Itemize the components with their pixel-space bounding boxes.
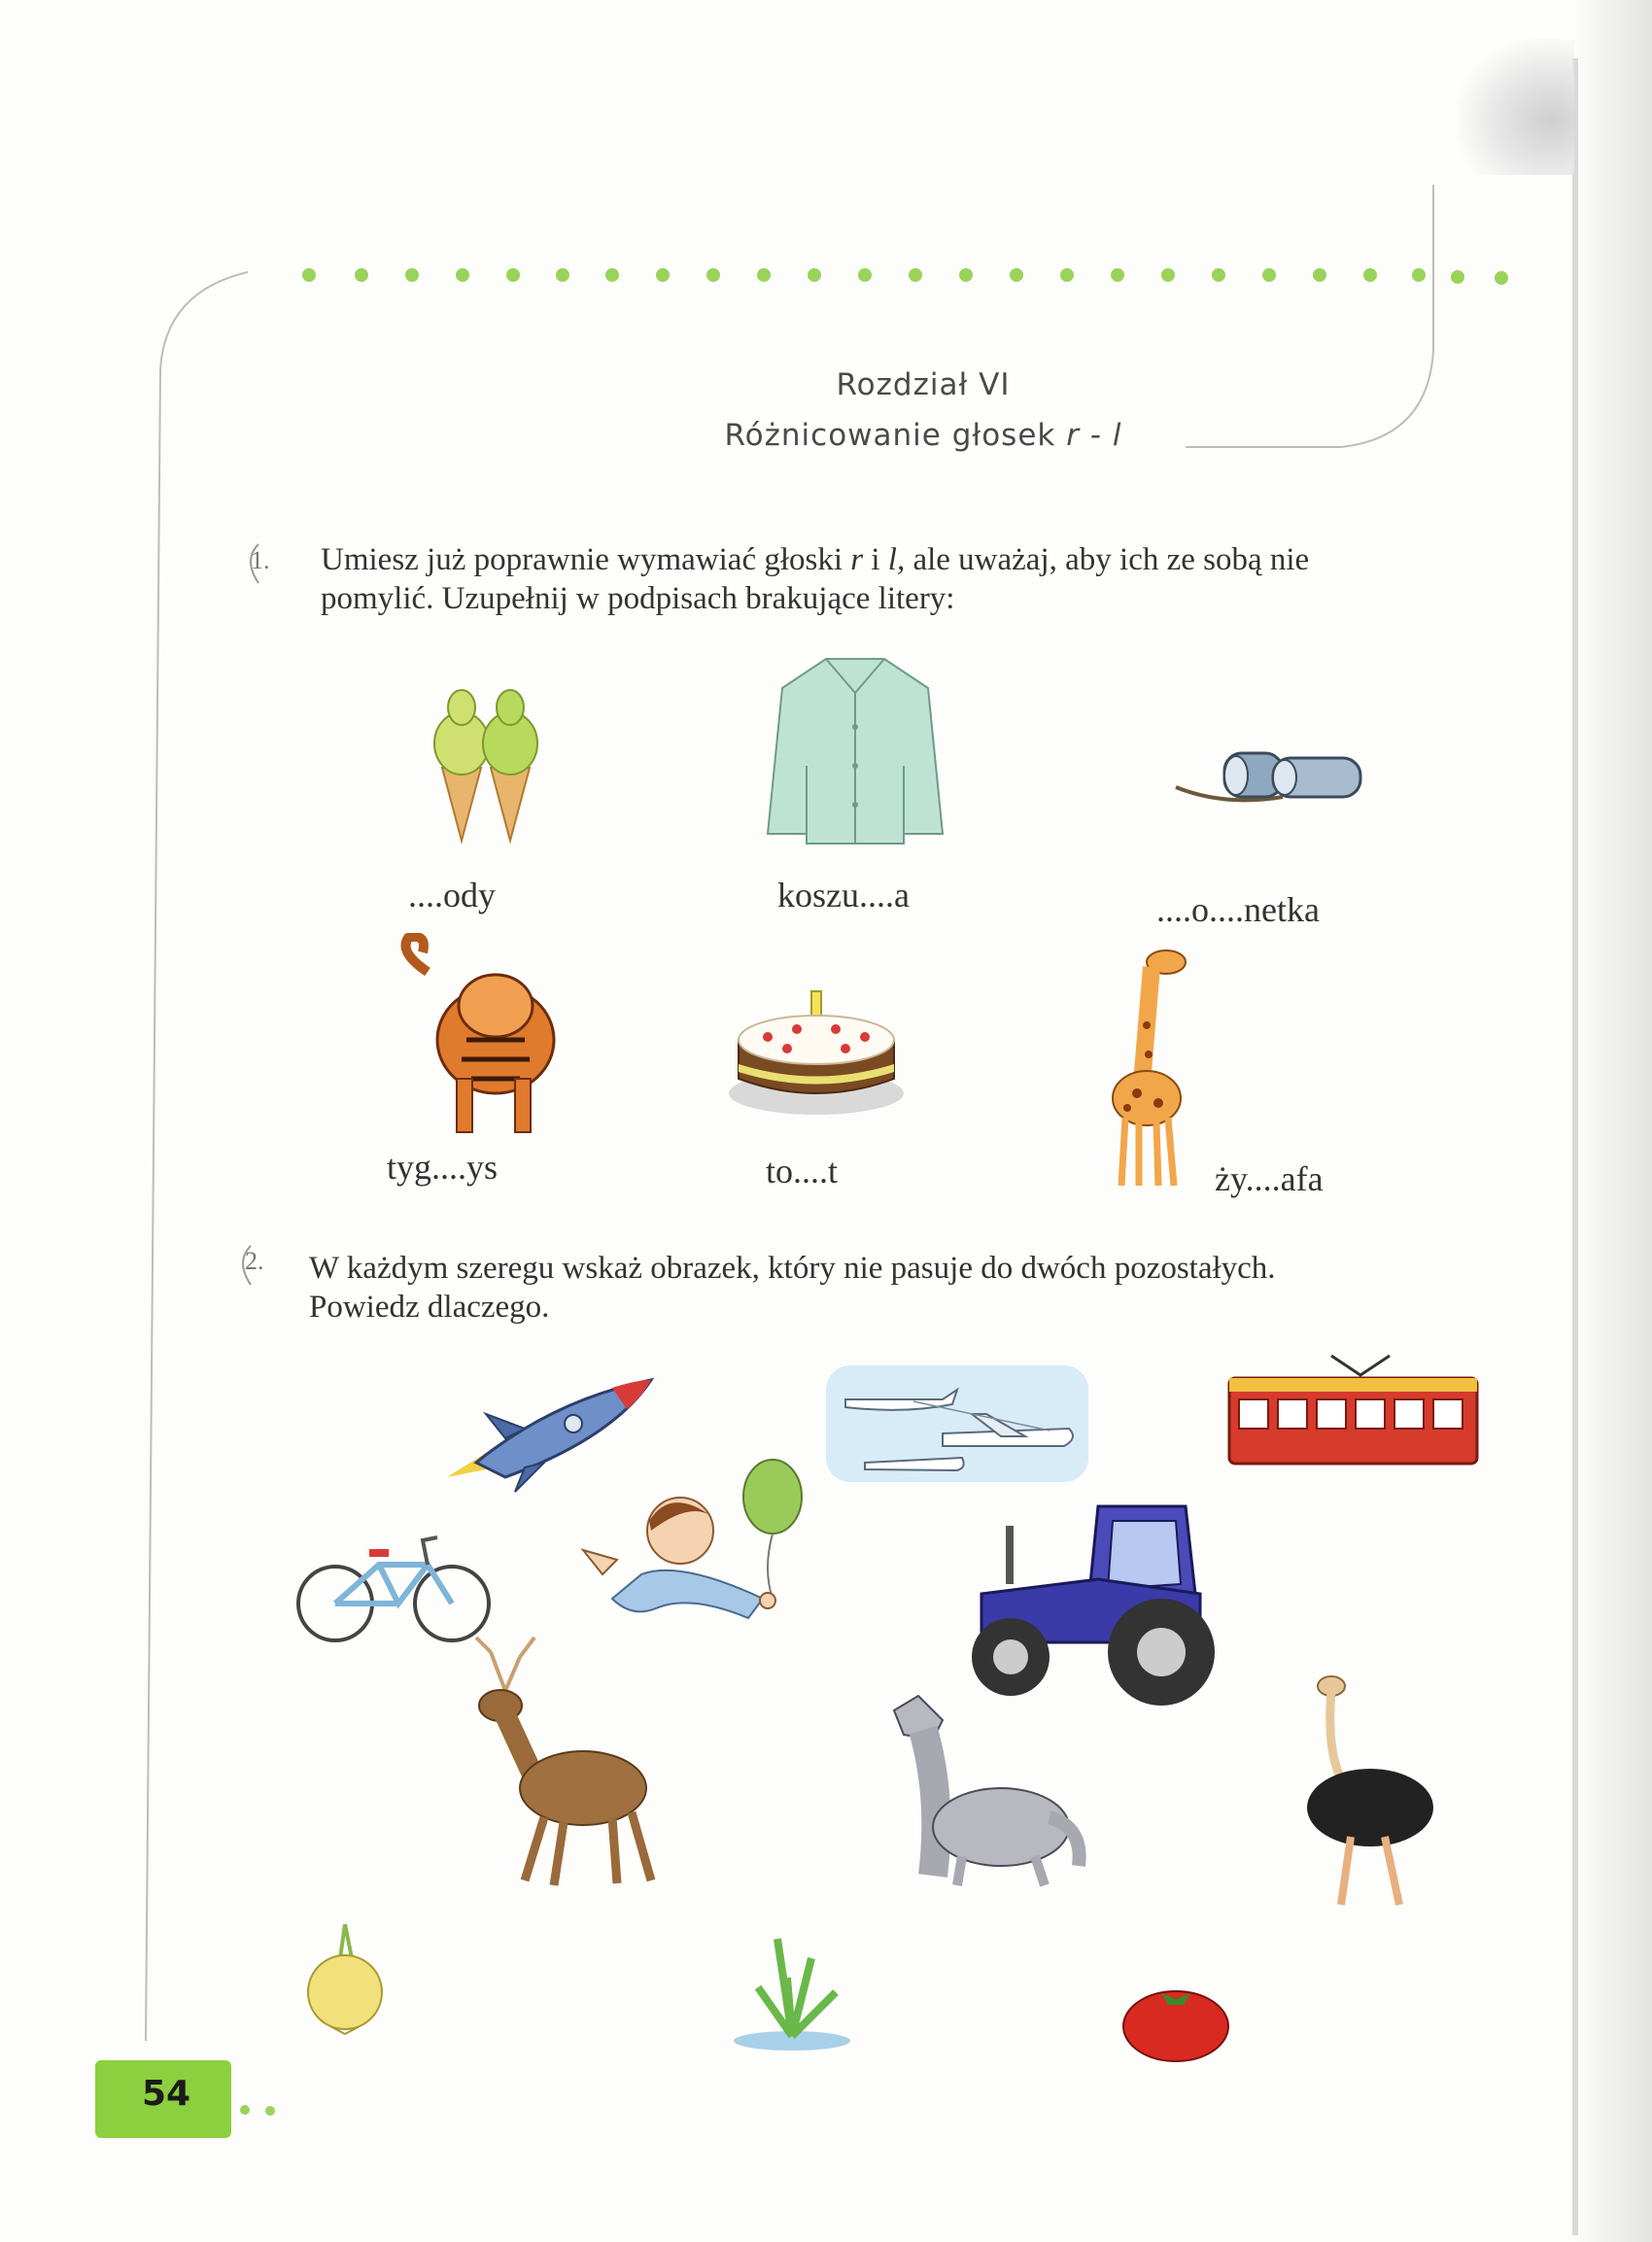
- task1-instruction: [321, 540, 1506, 618]
- tomato-picture: [1118, 1978, 1234, 2065]
- onion-picture: [301, 1919, 389, 2036]
- task1-number-bracket: [239, 540, 268, 589]
- task1-text-a: Umiesz już poprawnie wymawiać głoski: [321, 542, 843, 577]
- task1-text-line2: pomylić. Uzupełnij w podpisach brakujące litery:: [321, 581, 955, 616]
- tram-picture: [1224, 1351, 1487, 1472]
- howling-wolf-picture: [875, 1681, 1088, 1895]
- plant-picture: [719, 1919, 865, 2055]
- ice-cream-picture: [418, 680, 554, 845]
- chapter-title: Rozdział VI: [836, 367, 1011, 402]
- girl-with-balloon-picture: [573, 1453, 816, 1657]
- shirt-picture: [758, 649, 952, 853]
- giraffe-picture: [1098, 938, 1215, 1200]
- caption-ice-cream: ....ody: [408, 876, 496, 914]
- binoculars-picture: [1166, 739, 1380, 816]
- page-number: 54: [142, 2074, 191, 2114]
- task1-letter-l: l,: [887, 542, 906, 577]
- chapter-subtitle: [583, 418, 1263, 453]
- tiger-picture: [389, 933, 564, 1147]
- caption-giraffe: ży....afa: [1215, 1159, 1324, 1198]
- task1-letter-r: r: [850, 542, 864, 577]
- cake-picture: [719, 986, 913, 1122]
- bicycle-picture: [292, 1516, 496, 1642]
- page-number-tab: [95, 2060, 231, 2138]
- caption-shirt: koszu....a: [777, 876, 910, 914]
- task2-text-line1: W każdym szeregu wskaż obrazek, który nie pasuje do dwóch pozostałych.: [309, 1251, 1276, 1286]
- caption-cake: to....t: [766, 1152, 839, 1190]
- caption-binoculars: ....o....netka: [1156, 890, 1320, 929]
- task2-text-line2: Powiedz dlaczego.: [309, 1290, 550, 1325]
- airplanes-picture: [816, 1361, 1098, 1487]
- task2-number: 2.: [245, 1247, 264, 1275]
- caption-tiger: tyg....ys: [387, 1148, 499, 1187]
- deer-picture: [447, 1633, 680, 1895]
- task2-number-bracket: [231, 1242, 260, 1291]
- ostrich-picture: [1292, 1672, 1438, 1914]
- tractor-picture: [952, 1497, 1234, 1710]
- task1-text-b: ale uważaj, aby ich ze sobą nie: [912, 542, 1310, 577]
- task2-instruction: [309, 1249, 1533, 1327]
- chapter-subtitle-letters: r - l: [1066, 418, 1122, 453]
- task1-connector: i: [871, 542, 880, 577]
- chapter-subtitle-text: Różnicowanie głosek: [724, 418, 1056, 453]
- task1-number: 1.: [251, 546, 270, 574]
